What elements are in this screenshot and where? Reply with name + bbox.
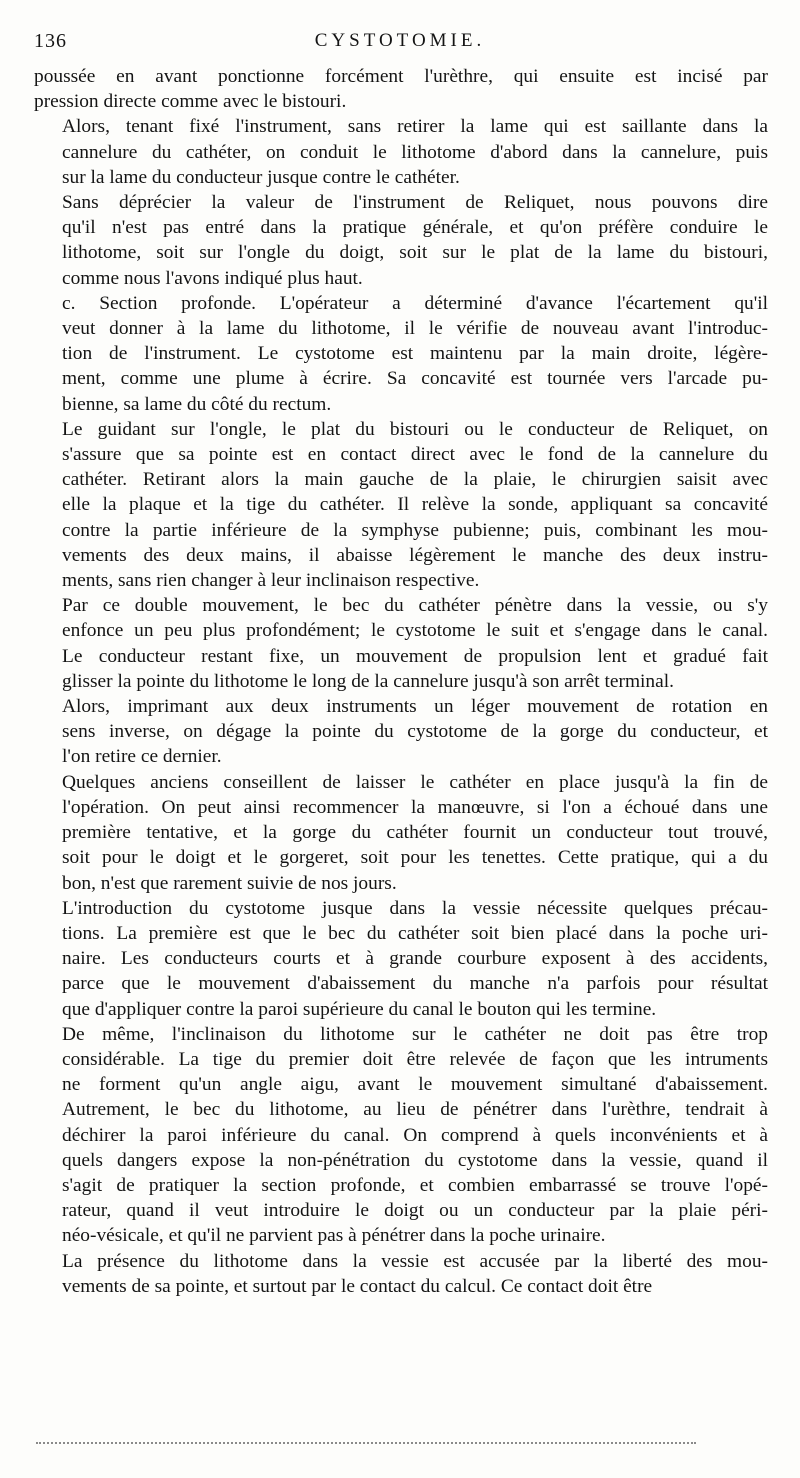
text-line: soit pour le doigt et le gorgeret, soit pour les tenettes. Cette pratique, qui a du (62, 847, 768, 869)
text-line: vements de sa pointe, et surtout par le contact du calcul. Ce contact doit être (62, 1275, 653, 1297)
text-line: néo-vésicale, et qu'il ne parvient pas à pénétrer dans la poche urinaire. (62, 1225, 606, 1247)
text-line: vements des deux mains, il abaisse légèrement le manche des deux instru- (62, 544, 768, 566)
text-line: La présence du lithotome dans la vessie est accusée par la liberté des mou- (62, 1250, 768, 1272)
text-line: l'on retire ce dernier. (62, 746, 222, 768)
text-line: Le guidant sur l'ongle, le plat du bistouri ou le conducteur de Reliquet, on (62, 418, 768, 440)
text-line: sens inverse, on dégage la pointe du cystotome de la gorge du conducteur, et (62, 721, 768, 743)
text-line: sur la lame du conducteur jusque contre le cathéter. (62, 166, 460, 188)
running-title: CYSTOTOMIE. (314, 30, 486, 51)
text-line: Alors, imprimant aux deux instruments un léger mouvement de rotation en (62, 696, 768, 718)
paragraph (34, 770, 768, 896)
text-line: s'assure que sa pointe est en contact direct avec le fond de la cannelure du (62, 444, 768, 466)
text-line: De même, l'inclinaison du lithotome sur le cathéter ne doit pas être trop (62, 1023, 768, 1045)
text-line: lithotome, soit sur l'ongle du doigt, soit sur le plat de la lame du bistouri, (62, 242, 768, 264)
text-line: cannelure du cathéter, on conduit le lithotome d'abord dans la cannelure, puis (62, 141, 768, 163)
page-header (34, 30, 766, 56)
paragraph (34, 417, 768, 593)
text-line: comme nous l'avons indiqué plus haut. (62, 267, 363, 289)
paragraph (34, 190, 768, 291)
text-line: Par ce double mouvement, le bec du cathéter pénètre dans la vessie, ou s'y (62, 595, 768, 617)
text-line: veut donner à la lame du lithotome, il le vérifie de nouveau avant l'introduc- (62, 318, 768, 340)
body-text (34, 64, 768, 1299)
paragraph (34, 1022, 768, 1249)
text-line: naire. Les conducteurs courts et à grande courbure exposent à des accidents, (62, 948, 768, 970)
text-line: ment, comme une plume à écrire. Sa concavité est tournée vers l'arcade pu- (62, 368, 768, 390)
text-line: ments, sans rien changer à leur inclinaison respective. (62, 570, 480, 592)
text-line: tions. La première est que le bec du cathéter soit bien placé dans la poche uri- (62, 922, 768, 944)
text-line: contre la partie inférieure de la symphyse pubienne; puis, combinant les mou- (62, 519, 768, 541)
text-line: Quelques anciens conseillent de laisser le cathéter en place jusqu'à la fin de (62, 771, 768, 793)
text-line: Alors, tenant fixé l'instrument, sans retirer la lame qui est saillante dans la (62, 116, 768, 138)
paragraph (34, 694, 768, 770)
text-line: L'introduction du cystotome jusque dans la vessie nécessite quelques précau- (62, 897, 768, 919)
paragraph (34, 291, 768, 417)
paragraph (34, 1249, 768, 1299)
text-line: ne forment qu'un angle aigu, avant le mouvement simultané d'abaissement. (62, 1074, 768, 1096)
text-line: première tentative, et la gorge du cathéter fournit un conducteur tout trouvé, (62, 822, 768, 844)
text-line: enfonce un peu plus profondément; le cystotome le suit et s'engage dans le canal. (62, 620, 768, 642)
text-line: considérable. La tige du premier doit être relevée de façon que les intruments (62, 1048, 768, 1070)
text-line: Autrement, le bec du lithotome, au lieu de pénétrer dans l'urèthre, tendrait à (62, 1099, 768, 1121)
text-line: qu'il n'est pas entré dans la pratique générale, et qu'on préfère conduire le (62, 217, 768, 239)
text-line: Le conducteur restant fixe, un mouvement de propulsion lent et gradué fait (62, 645, 768, 667)
text-line: glisser la pointe du lithotome le long de la cannelure jusqu'à son arrêt terminal. (62, 670, 674, 692)
text-line: rateur, quand il veut introduire le doigt ou un conducteur par la plaie péri- (62, 1200, 768, 1222)
text-line: déchirer la paroi inférieure du canal. On comprend à quels inconvénients et à (62, 1124, 768, 1146)
text-line: que d'appliquer contre la paroi supérieure du canal le bouton qui les termine. (62, 998, 657, 1020)
paragraph (34, 64, 768, 114)
text-line: tion de l'instrument. Le cystotome est maintenu par la main droite, légère- (62, 343, 768, 365)
text-line: bienne, sa lame du côté du rectum. (62, 393, 332, 415)
text-line: s'agit de pratiquer la section profonde, et combien embarrassé se trouve l'opé- (62, 1174, 768, 1196)
text-line: cathéter. Retirant alors la main gauche de la plaie, le chirurgien saisit avec (62, 469, 768, 491)
text-line: c. Section profonde. L'opérateur a déterminé d'avance l'écartement qu'il (62, 292, 768, 314)
paragraph (34, 593, 768, 694)
footer-dotted-rule (36, 1442, 696, 1444)
text-line: bon, n'est que rarement suivie de nos jours. (62, 872, 397, 894)
text-line: poussée en avant ponctionne forcément l'urèthre, qui ensuite est incisé par (34, 66, 768, 87)
text-line: quels dangers expose la non-pénétration du cystotome dans la vessie, quand il (62, 1149, 768, 1171)
paragraph (34, 114, 768, 190)
text-line: parce que le mouvement d'abaissement du manche n'a parfois pour résultat (62, 973, 768, 995)
text-line: pression directe comme avec le bistouri. (34, 91, 347, 113)
text-line: l'opération. On peut ainsi recommencer la manœuvre, si l'on a échoué dans une (62, 796, 768, 818)
page-number: 136 (34, 30, 67, 52)
text-line: elle la plaque et la tige du cathéter. Il relève la sonde, appliquant sa concavité (62, 494, 768, 516)
text-line: Sans déprécier la valeur de l'instrument de Reliquet, nous pouvons dire (62, 192, 768, 214)
paragraph (34, 896, 768, 1022)
